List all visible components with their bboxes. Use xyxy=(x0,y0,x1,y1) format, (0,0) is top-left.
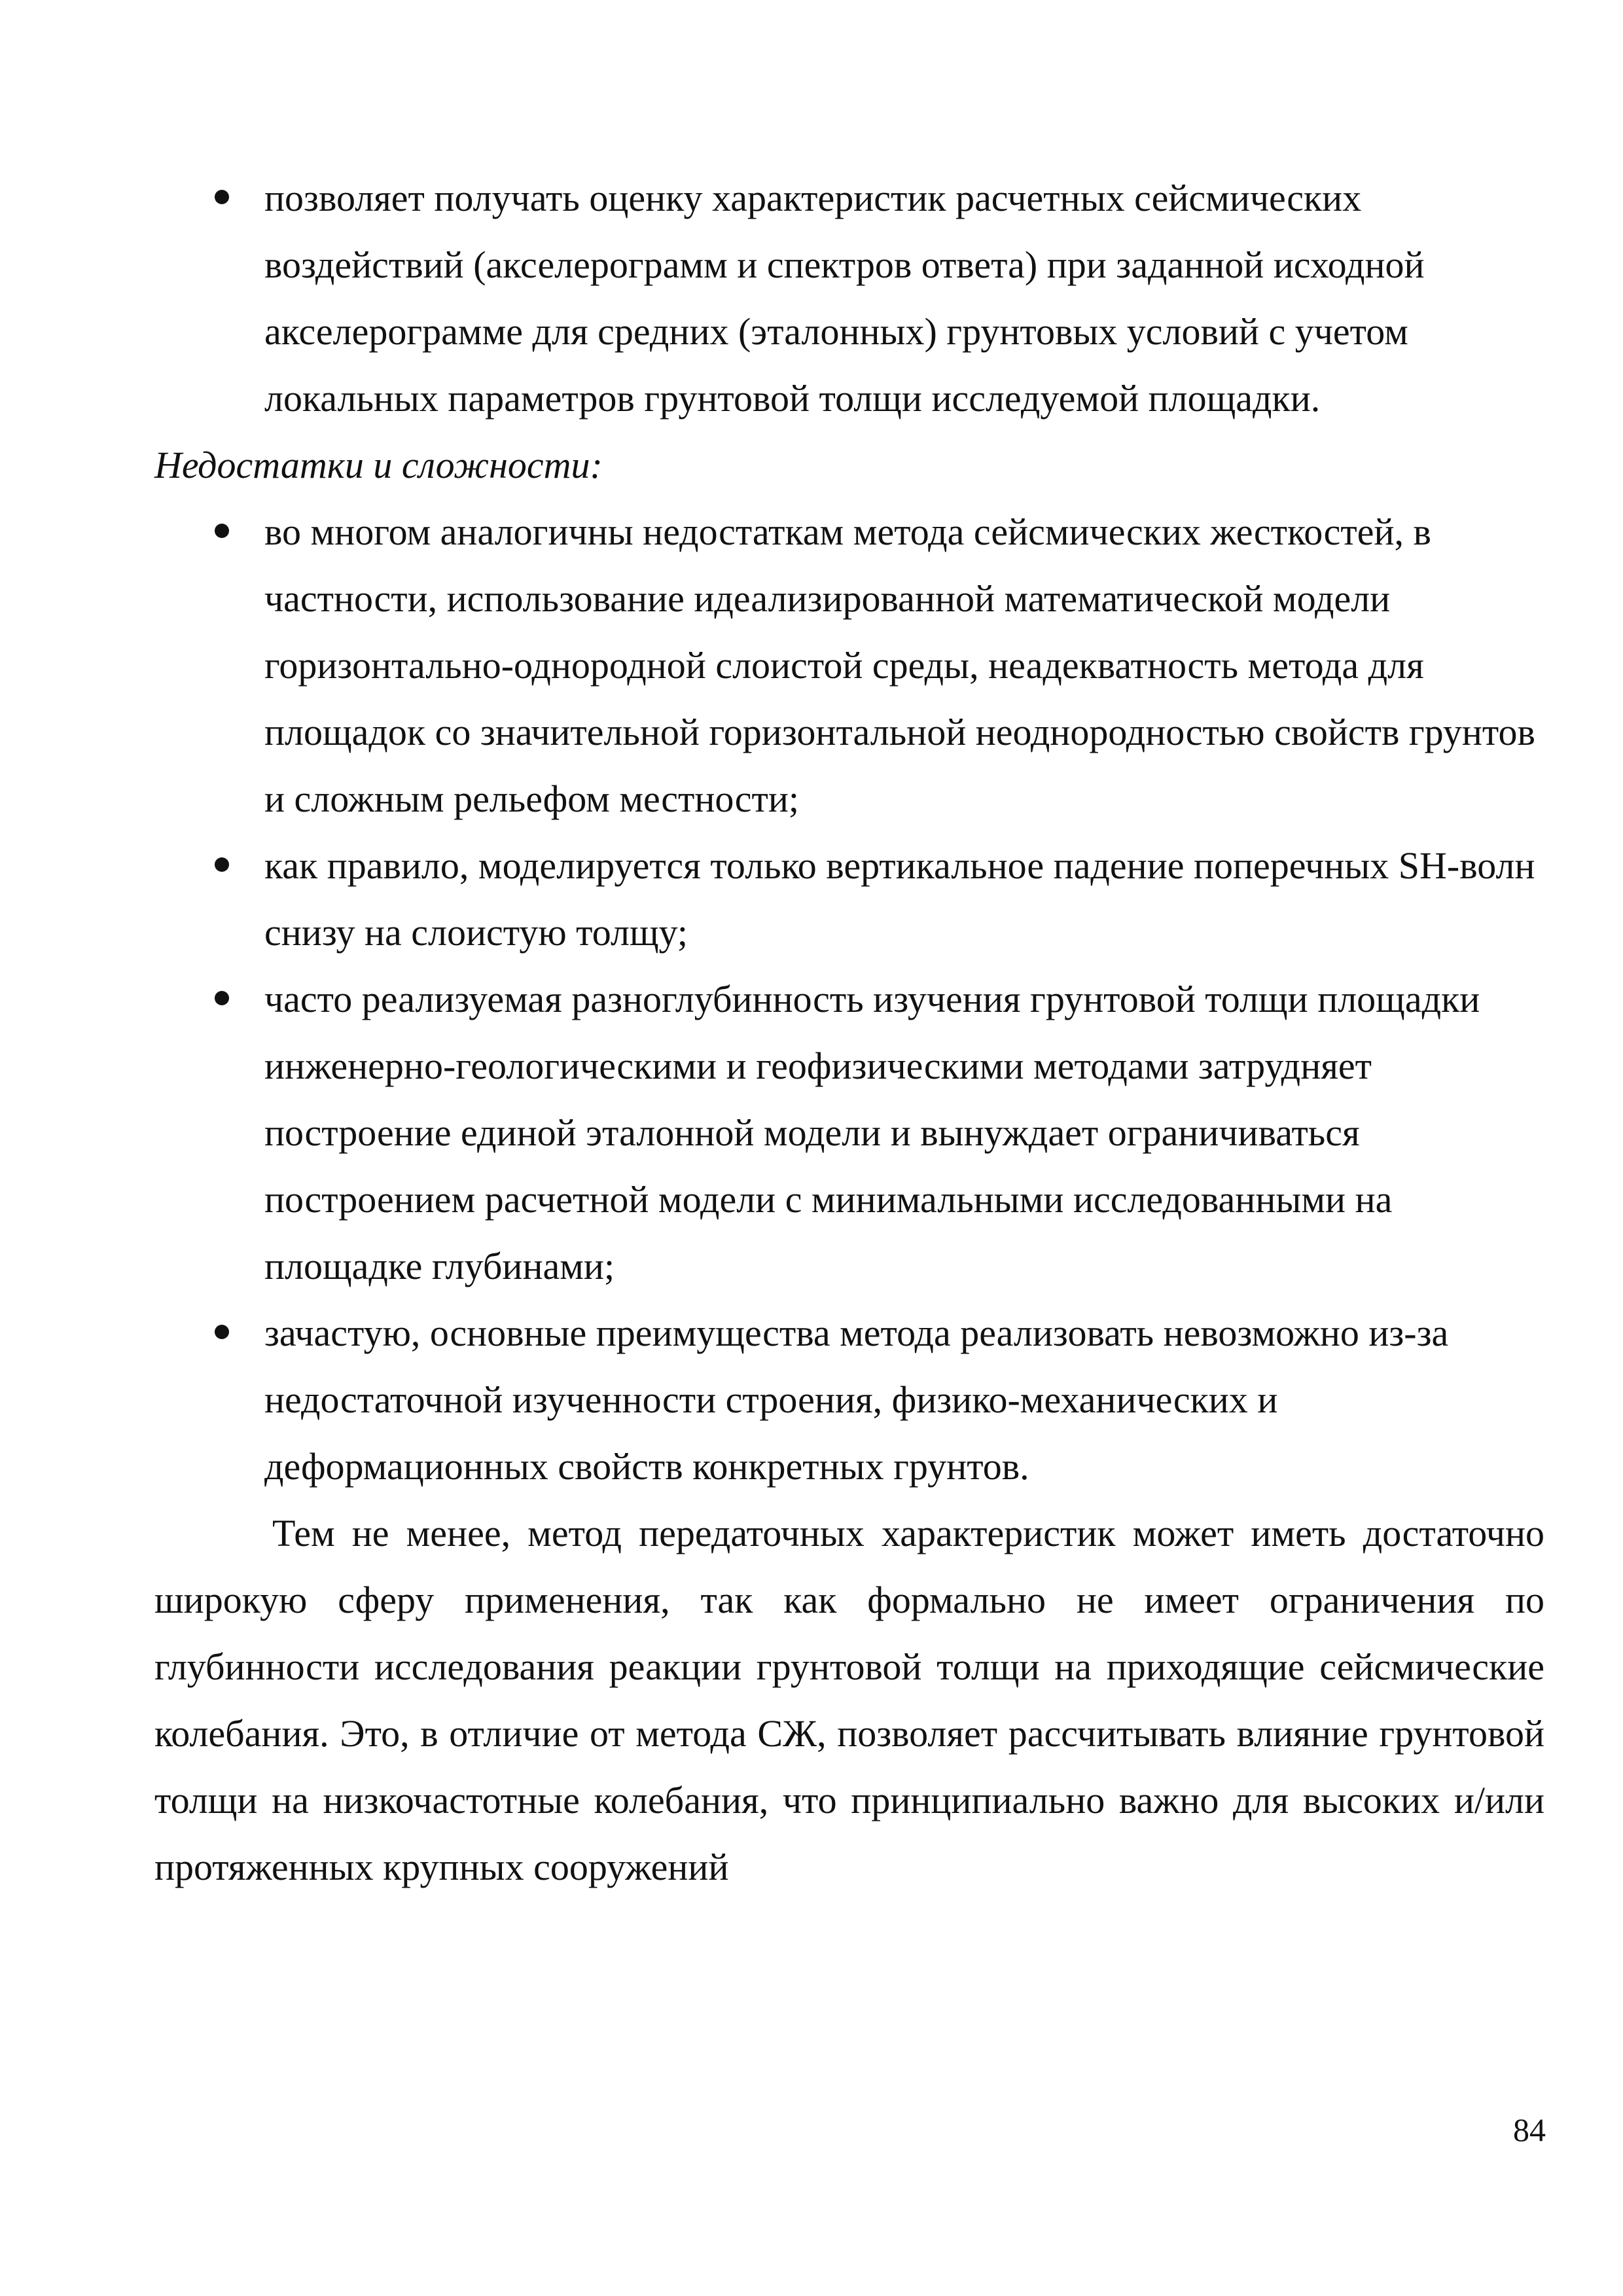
list-item xyxy=(154,966,1544,1300)
list-item xyxy=(154,833,1544,966)
list-item xyxy=(154,1300,1544,1500)
bullet-icon xyxy=(215,524,229,538)
page-number: 84 xyxy=(1513,2111,1546,2148)
bullet-icon xyxy=(215,1325,229,1339)
bullet-icon xyxy=(215,857,229,872)
list-item xyxy=(154,499,1544,833)
bullet-text: во многом аналогичны недостаткам метода сейсмических жесткостей, в частности, использование идеализированной математической модели горизонтально-однородной слоистой среды, неадекватность метода для площадок со значительной горизонтальной неоднородностью свойств грунтов и сложным рельефом местности; xyxy=(264,511,1535,820)
body-paragraph: Тем не менее, метод передаточных характеристик может иметь достаточно широкую сферу применения, так как формально не имеет ограничения по глубинности исследования реакции грунтовой толщи на приходящие сейсмические колебания. Это, в отличие от метода СЖ, позволяет рассчитывать влияние грунтовой толщи на низкочастотные колебания, что принципиально важно для высоких и/или протяженных крупных сооружений xyxy=(154,1512,1544,1888)
list-item xyxy=(154,165,1544,432)
bullet-text: позволяет получать оценку характеристик расчетных сейсмических воздействий (акселерограмм и спектров ответа) при заданной исходной акселерограмме для средних (эталонных) грунтовых условий с учетом локальных параметров грунтовой толщи исследуемой площадки. xyxy=(264,177,1425,420)
bullet-text: как правило, моделируется только вертикальное падение поперечных SH-волн снизу на слоистую толщу; xyxy=(264,844,1535,954)
disadvantages-list xyxy=(154,499,1544,1500)
section-heading: Недостатки и сложности: xyxy=(154,444,603,486)
advantages-list xyxy=(154,165,1544,432)
bullet-icon xyxy=(215,991,229,1005)
bullet-icon xyxy=(215,190,229,204)
bullet-text: зачастую, основные преимущества метода реализовать невозможно из-за недостаточной изученности строения, физико-механических и деформационных свойств конкретных грунтов. xyxy=(264,1312,1449,1488)
bullet-text: часто реализуемая разноглубинность изучения грунтовой толщи площадки инженерно-геологическими и геофизическими методами затрудняет построение единой эталонной модели и вынуждает ограничиваться построением расчетной модели с минимальными исследованными на площадке глубинами; xyxy=(264,978,1480,1287)
page-content xyxy=(154,165,1544,1901)
